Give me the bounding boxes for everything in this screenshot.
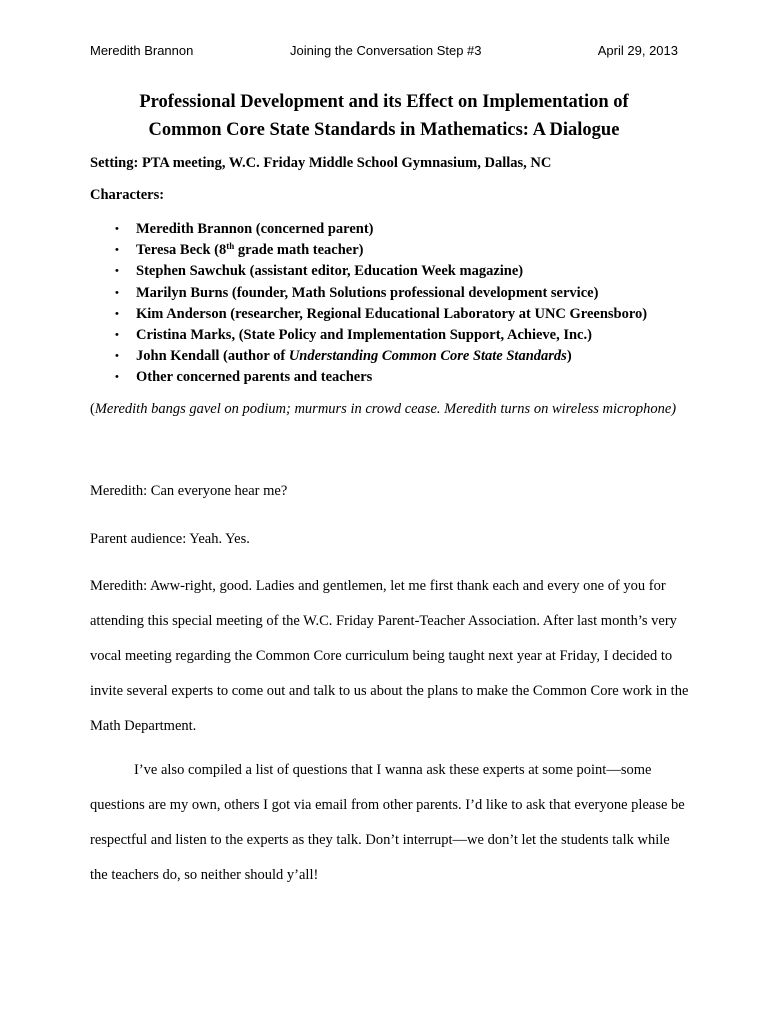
character-item xyxy=(90,219,647,240)
header-assignment: Joining the Conversation Step #3 xyxy=(290,43,482,58)
header-date: April 29, 2013 xyxy=(597,43,678,58)
book-title: Understanding Common Core State Standards xyxy=(288,348,567,365)
dialogue-line xyxy=(90,522,690,557)
header-author: Meredith Brannon xyxy=(90,43,194,58)
character-text: Other concerned parents and teachers xyxy=(136,369,373,386)
character-item xyxy=(90,346,647,367)
page-header xyxy=(90,43,678,63)
dialogue-text: Meredith: Aww-right, good. Ladies and gentlemen, let me first thank each and every one of you for attending this special meeting of the W.C. Friday Parent-Teacher Association. After last month’s very vocal meeting regarding the Common Core curriculum being taught next year at Friday, I decided to invite several experts to come out and talk to us about the plans to make the Common Core work in the Math Department. xyxy=(90,578,689,734)
dialogue-paragraph xyxy=(90,753,690,893)
bullet-icon: • xyxy=(115,265,119,278)
title-line-2: Common Core State Standards in Mathematics: A Dialogue xyxy=(148,120,620,140)
character-text: Kim Anderson (researcher, Regional Educational Laboratory at UNC Greensboro) xyxy=(136,305,648,322)
character-text: Cristina Marks, (State Policy and Implementation Support, Achieve, Inc.) xyxy=(136,326,592,343)
dialogue-line xyxy=(90,474,690,509)
ordinal-suffix: th xyxy=(226,241,235,252)
bullet-icon: • xyxy=(115,371,119,384)
setting-line: Setting: PTA meeting, W.C. Friday Middle School Gymnasium, Dallas, NC xyxy=(90,155,552,171)
stage-direction xyxy=(90,392,690,427)
bullet-icon: • xyxy=(115,244,119,257)
character-text: ) xyxy=(566,348,572,365)
dialogue-text: Parent audience: Yeah. Yes. xyxy=(90,531,250,547)
characters-list xyxy=(90,219,647,389)
character-item xyxy=(90,304,647,325)
bullet-icon: • xyxy=(115,286,119,299)
character-item xyxy=(90,325,647,346)
bullet-icon: • xyxy=(115,350,119,363)
character-item xyxy=(90,261,647,282)
character-text: Teresa Beck (8 xyxy=(136,242,227,259)
bullet-icon: • xyxy=(115,307,119,320)
dialogue-text: Meredith: Can everyone hear me? xyxy=(90,483,288,499)
stage-direction-paren: ( xyxy=(90,401,95,417)
dialogue-paragraph xyxy=(90,569,690,744)
character-text: Marilyn Burns (founder, Math Solutions professional development service) xyxy=(136,284,599,301)
characters-heading: Characters: xyxy=(90,187,165,203)
character-item xyxy=(90,240,647,261)
character-item xyxy=(90,283,647,304)
dialogue-text: I’ve also compiled a list of questions that I wanna ask these experts at some point—some questions are my own, others I got via email from other parents. I’d like to ask that everyone please be respectful and listen to the experts as they talk. Don’t interrupt—we don’t let the students talk while the teachers do, so neither should y’all! xyxy=(90,762,685,883)
character-text: grade math teacher) xyxy=(234,242,364,259)
bullet-icon: • xyxy=(115,328,119,341)
character-item xyxy=(90,367,647,388)
bullet-icon: • xyxy=(115,223,119,235)
stage-direction-text: Meredith bangs gavel on podium; murmurs in crowd cease. Meredith turns on wireless microphone) xyxy=(94,401,677,417)
character-text: John Kendall (author of xyxy=(136,348,289,365)
character-text: Stephen Sawchuk (assistant editor, Education Week magazine) xyxy=(136,263,524,280)
title-line-1: Professional Development and its Effect on Implementation of xyxy=(139,92,629,112)
document-title xyxy=(60,88,708,144)
character-text: Meredith Brannon (concerned parent) xyxy=(136,221,374,237)
